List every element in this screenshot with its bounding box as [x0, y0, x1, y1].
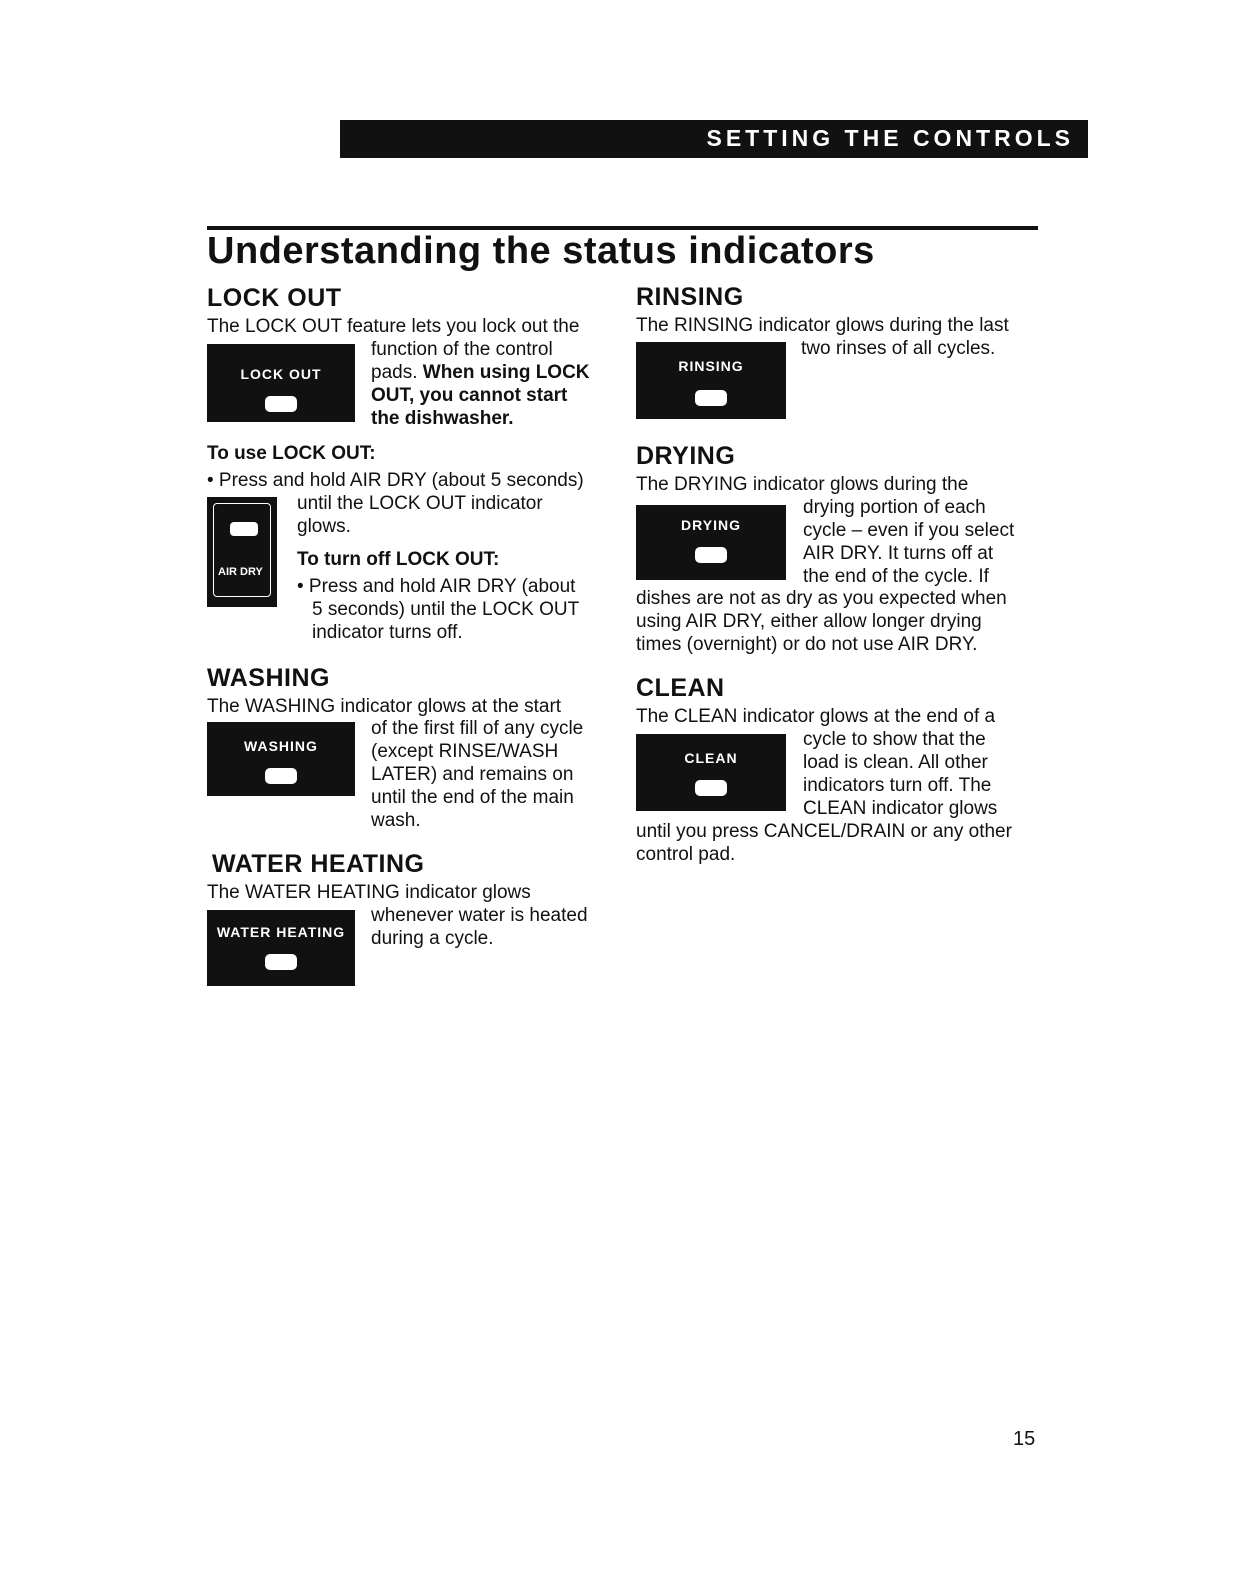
air-dry-pad-label: AIR DRY — [218, 566, 263, 578]
page-number: 15 — [1013, 1428, 1036, 1450]
drying-text-8: times (overnight) or do not use AIR DRY. — [636, 634, 978, 655]
lockout-text-4: OUT, you cannot start — [371, 385, 568, 406]
rinsing-text-1: The RINSING indicator glows during the last — [636, 315, 1009, 336]
drying-text-6: dishes are not as dry as you expected when — [636, 588, 1007, 609]
lockout-bullet-1: • Press and hold AIR DRY (about 5 seconds) — [207, 470, 584, 491]
air-dry-pad-frame — [213, 503, 271, 597]
washing-text-4: LATER) and remains on — [371, 764, 574, 785]
clean-text-1: The CLEAN indicator glows at the end of a — [636, 706, 996, 727]
clean-indicator — [636, 734, 786, 811]
clean-text-5: CLEAN indicator glows — [803, 798, 998, 819]
indicator-light-icon — [230, 522, 258, 536]
washing-text-6: wash. — [371, 810, 421, 831]
water-heating-indicator — [207, 910, 355, 986]
water-heating-text-3: during a cycle. — [371, 928, 494, 949]
washing-text-1: The WASHING indicator glows at the start — [207, 696, 562, 717]
water-heating-heading: WATER HEATING — [212, 850, 425, 878]
drying-text-3: cycle – even if you select — [803, 520, 1015, 541]
section-header-text: SETTING THE CONTROLS — [706, 125, 1074, 151]
water-heating-text-1: The WATER HEATING indicator glows — [207, 882, 531, 903]
indicator-light-icon — [695, 390, 727, 406]
clean-text-3: load is clean. All other — [803, 752, 988, 773]
lockout-text-3-bold: When using LOCK — [422, 362, 590, 383]
lockout-indicator — [207, 344, 355, 422]
clean-indicator-label: CLEAN — [684, 750, 738, 766]
drying-indicator-label: DRYING — [681, 517, 741, 533]
rinsing-indicator-label: RINSING — [678, 358, 744, 374]
turn-off-lockout-heading: To turn off LOCK OUT: — [297, 549, 500, 570]
lockout-bullet-3: glows. — [297, 516, 351, 537]
rinsing-heading: RINSING — [636, 283, 744, 311]
washing-text-5: until the end of the main — [371, 787, 574, 808]
lockout-text-5: the dishwasher. — [371, 408, 514, 429]
washing-text-3: (except RINSE/WASH — [371, 741, 559, 762]
lockout-text-1: The LOCK OUT feature lets you lock out the — [207, 316, 580, 337]
water-heating-text-2: whenever water is heated — [371, 905, 588, 926]
clean-text-7: control pad. — [636, 844, 736, 865]
to-use-lockout-heading: To use LOCK OUT: — [207, 443, 376, 464]
clean-text-6: until you press CANCEL/DRAIN or any other — [636, 821, 1012, 842]
washing-text-2: of the first fill of any cycle — [371, 718, 584, 739]
lockout-text-3-plain: pads. — [371, 362, 423, 383]
clean-text-4: indicators turn off. The — [803, 775, 992, 796]
drying-text-2: drying portion of each — [803, 497, 986, 518]
drying-text-7: using AIR DRY, either allow longer drying — [636, 611, 982, 632]
lockout-bullet-2: until the LOCK OUT indicator — [297, 493, 543, 514]
drying-text-4: AIR DRY. It turns off at — [803, 543, 994, 564]
drying-heading: DRYING — [636, 442, 736, 470]
water-heating-indicator-label: WATER HEATING — [216, 924, 346, 940]
drying-text-5: the end of the cycle. If — [803, 566, 989, 587]
indicator-light-icon — [695, 780, 727, 796]
turn-off-text-2: 5 seconds) until the LOCK OUT — [312, 599, 580, 620]
air-dry-pad-illustration — [207, 497, 277, 607]
rinsing-text-2: two rinses of all cycles. — [801, 338, 996, 359]
clean-text-2: cycle to show that the — [803, 729, 986, 750]
turn-off-text-3: indicator turns off. — [312, 622, 463, 643]
lockout-heading: LOCK OUT — [207, 284, 342, 312]
indicator-light-icon — [265, 396, 297, 412]
indicator-light-icon — [695, 547, 727, 563]
washing-indicator — [207, 722, 355, 796]
rinsing-indicator — [636, 342, 786, 419]
lockout-text-2: function of the control — [371, 339, 553, 360]
indicator-light-icon — [265, 768, 297, 784]
page-title: Understanding the status indicators — [207, 230, 875, 272]
drying-indicator — [636, 505, 786, 580]
turn-off-text-1: • Press and hold AIR DRY (about — [297, 576, 576, 597]
indicator-light-icon — [265, 954, 297, 970]
drying-text-1: The DRYING indicator glows during the — [636, 474, 969, 495]
washing-indicator-label: WASHING — [244, 738, 318, 754]
washing-heading: WASHING — [207, 664, 330, 692]
lockout-indicator-label: LOCK OUT — [240, 366, 322, 382]
lockout-text-3 — [371, 361, 590, 384]
section-header-bar — [340, 120, 1088, 158]
clean-heading: CLEAN — [636, 674, 725, 702]
